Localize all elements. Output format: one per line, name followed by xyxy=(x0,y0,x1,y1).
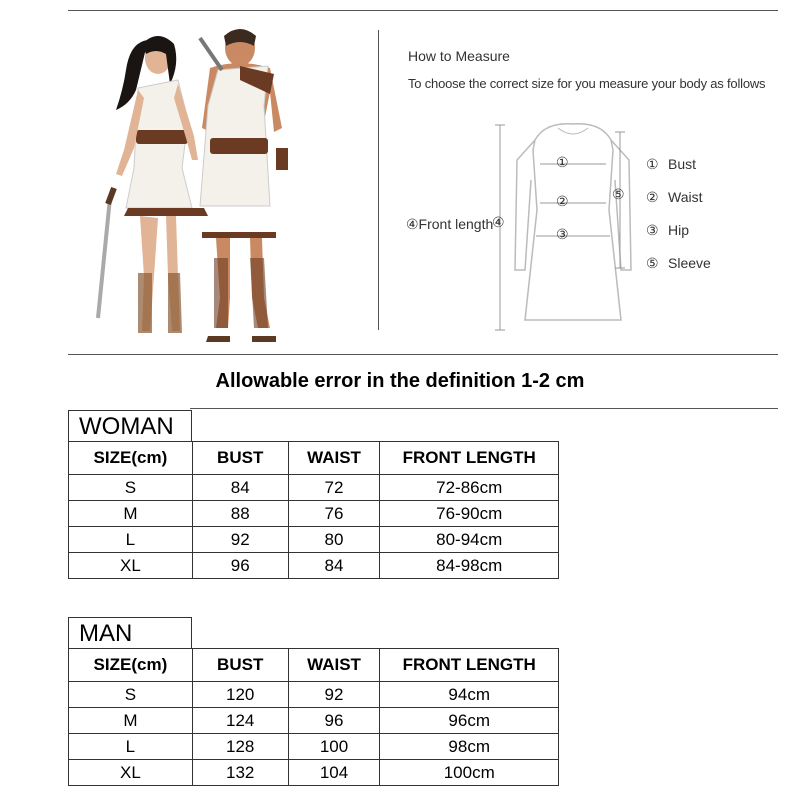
cell-waist: 76 xyxy=(288,501,380,527)
cell-front-length: 76-90cm xyxy=(380,501,559,527)
cell-waist: 96 xyxy=(288,708,380,734)
col-bust: BUST xyxy=(192,649,288,682)
top-divider xyxy=(68,10,778,11)
cell-bust: 128 xyxy=(192,734,288,760)
cell-bust: 84 xyxy=(192,475,288,501)
cell-bust: 96 xyxy=(192,553,288,579)
cell-bust: 120 xyxy=(192,682,288,708)
product-photo xyxy=(80,18,310,348)
front-length-marker: ④ xyxy=(492,214,505,230)
col-size: SIZE(cm) xyxy=(69,649,193,682)
table-row xyxy=(69,734,559,760)
cell-waist: 80 xyxy=(288,527,380,553)
col-waist: WAIST xyxy=(288,649,380,682)
legend-text-waist: Waist xyxy=(668,189,703,205)
cell-waist: 104 xyxy=(288,760,380,786)
cell-size: L xyxy=(69,734,193,760)
legend-text-hip: Hip xyxy=(668,222,690,238)
cell-waist: 72 xyxy=(288,475,380,501)
legend-num-waist: ② xyxy=(646,189,659,205)
table-row xyxy=(69,682,559,708)
cell-front-length: 96cm xyxy=(380,708,559,734)
sleeve-marker: ⑤ xyxy=(612,186,625,202)
table-header-row xyxy=(69,442,559,475)
legend-num-hip: ③ xyxy=(646,222,659,238)
col-size: SIZE(cm) xyxy=(69,442,193,475)
cell-waist: 92 xyxy=(288,682,380,708)
cell-waist: 100 xyxy=(288,734,380,760)
measure-title: How to Measure xyxy=(408,48,510,64)
cell-size: XL xyxy=(69,553,193,579)
cell-bust: 88 xyxy=(192,501,288,527)
bust-marker: ① xyxy=(556,154,569,170)
woman-figure xyxy=(98,36,208,333)
dress-diagram xyxy=(380,30,780,350)
man-heading: MAN xyxy=(68,617,192,648)
table-row xyxy=(69,760,559,786)
cell-size: XL xyxy=(69,760,193,786)
col-front-length: FRONT LENGTH xyxy=(380,649,559,682)
table-header-row xyxy=(69,649,559,682)
cell-front-length: 98cm xyxy=(380,734,559,760)
legend-num-bust: ① xyxy=(646,156,659,172)
man-figure xyxy=(200,29,288,342)
measure-subtitle: To choose the correct size for you measure your body as follows xyxy=(408,76,766,91)
cell-size: L xyxy=(69,527,193,553)
cell-size: S xyxy=(69,475,193,501)
hip-marker: ③ xyxy=(556,226,569,242)
col-bust: BUST xyxy=(192,442,288,475)
cell-size: M xyxy=(69,708,193,734)
cell-front-length: 80-94cm xyxy=(380,527,559,553)
cell-front-length: 72-86cm xyxy=(380,475,559,501)
middle-divider xyxy=(68,354,778,355)
cell-waist: 84 xyxy=(288,553,380,579)
legend-text-bust: Bust xyxy=(668,156,697,172)
cell-front-length: 100cm xyxy=(380,760,559,786)
cell-size: S xyxy=(69,682,193,708)
waist-marker: ② xyxy=(556,193,569,209)
how-to-measure-panel xyxy=(380,30,780,350)
table-row xyxy=(69,527,559,553)
man-size-table xyxy=(68,648,559,786)
allowable-error-caption: Allowable error in the definition 1-2 cm xyxy=(215,370,585,392)
legend-num-sleeve: ⑤ xyxy=(646,255,659,271)
col-waist: WAIST xyxy=(288,442,380,475)
woman-heading: WOMAN xyxy=(68,410,192,441)
cell-bust: 124 xyxy=(192,708,288,734)
table-row xyxy=(69,475,559,501)
cell-bust: 132 xyxy=(192,760,288,786)
cell-front-length: 94cm xyxy=(380,682,559,708)
caption-underline xyxy=(190,408,778,409)
col-front-length: FRONT LENGTH xyxy=(380,442,559,475)
front-length-label: ④Front length xyxy=(406,216,494,232)
cell-bust: 92 xyxy=(192,527,288,553)
table-row xyxy=(69,501,559,527)
cell-front-length: 84-98cm xyxy=(380,553,559,579)
woman-size-table xyxy=(68,441,559,579)
section-divider xyxy=(378,30,379,330)
table-row xyxy=(69,708,559,734)
legend-text-sleeve: Sleeve xyxy=(668,255,711,271)
cell-size: M xyxy=(69,501,193,527)
table-row xyxy=(69,553,559,579)
